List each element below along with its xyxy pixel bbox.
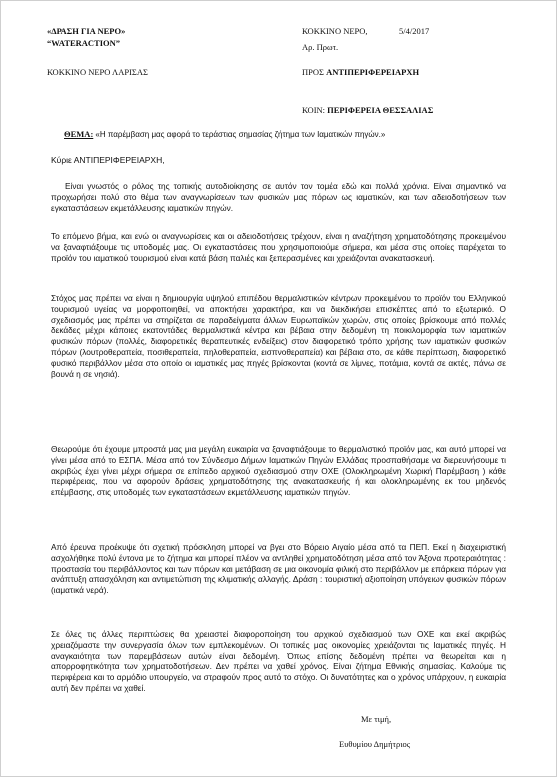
recipient-line [302, 67, 419, 77]
to-name: ΑΝΤΙΠΕΡΙΦΕΡΕΙΑΡΧΗ [326, 67, 420, 77]
closing: Με τιμή, [361, 714, 392, 724]
letter-date: 5/4/2017 [399, 26, 430, 36]
paragraph-1: Είναι γνωστός ο ρόλος της τοπικής αυτοδιοίκησης σε αυτόν τον τομέα εδώ και πολλά χρόνια. Είναι σημαντικό να προχωρήσει πολύ στο θέμα των αναγνωρίσεων των φυσικών μας πόρων ως ιαματικών, και των αδειοδοτήσεων των εγκαταστάσεων εκμετάλλευσης ιαματικών πηγών. [51, 181, 506, 213]
sender-location: ΚΟΚΚΙΝΟ ΝΕΡΟ ΛΑΡΙΣΑΣ [47, 67, 148, 77]
letter-place: ΚΟΚΚΙΝΟ ΝΕΡΟ, [302, 26, 368, 36]
paragraph-6: Σε όλες τις άλλες περιπτώσεις θα χρειαστεί διαφοροποίηση του αρχικού σχεδιασμού των ΟΧΕ και εκεί ακριβώς χρειαζόμαστε την συνεργασία όλων των εμπλεκομένων. Οι τοπικές μας οικονομίες χρειάζονται τις Ιαματικές πηγές. Η αναγκαιότητα των παρεμβάσεων αυτών είναι δεδομένη. Όπως επίσης δεδομένη πρέπει να θεωρείται και η απορροφητικότητα των χρηματοδοτήσεων. Δεν πρέπει να χαθεί χρόνος. Είναι ζήτημα Εθνικής σημασίας. Καλούμε τις περιφέρεια και το αρμόδιο υπουργείο, να στραφούν προς αυτό το στόχο. Οι δυνατότητες και ο χρόνος υπάρχουν, η ευκαιρία αυτή δεν πρέπει να χαθεί. [51, 629, 506, 693]
subject-line [64, 129, 385, 139]
cc-line [302, 105, 433, 115]
subject-text: «Η παρέμβαση μας αφορά το τεράστιας σημασίας ζήτημα των Ιαματικών πηγών.» [95, 130, 386, 139]
sender-org-name-en: “WATERACTION” [47, 38, 121, 48]
protocol-number-label: Αρ. Πρωτ. [302, 42, 339, 52]
cc-name: ΠΕΡΙΦΕΡΕΙΑ ΘΕΣΣΑΛΙΑΣ [327, 105, 434, 115]
greeting: Κύριε ΑΝΤΙΠΕΡΙΦΕΡΕΙΑΡΧΗ, [51, 155, 165, 165]
paragraph-3: Στόχος μας πρέπει να είναι η δημιουργία υψηλού επιπέδου θερμαλιστικών κέντρων προκειμένου το προϊόν του Ελληνικού τουρισμού υγείας να μορφοποιηθεί, να αποκτήσει χαρακτήρα, και να διεκδικήσει επισκέπτες από το εξωτερικό. Ο σχεδιασμός μας πρέπει να στηρίζεται σε παραδείγματα άλλων Ευρωπαϊκών χωρών, στις οποίες βρίσκουμε από πολλές δεκάδες μέχρι κάποιες εκατοντάδες θερμαλιστικά κέντρα και βέβαια στην δεδομένη τη ποικιλομορφία των ιαματικών φυσικών πόρων (πολλές, διαφορετικές θεραπευτικές ενδείξεις) στον διαφορετικό τρόπο χρήσης των ιαματικών φυσικών πόρων (λουτροθεραπεία, ποσιθεραπεία, πηλοθεραπεία, εισπνοθεραπεία) και βέβαια στο, σε κάθε περίπτωση, διαφορετικό φυσικό περιβάλλον μέσα στο οποίο οι ιαματικές μας πηγές βρίσκονται (κοντά σε λίμνες, ποτάμια, κοντά σε ακτές, πάνω σε βουνά η σε νησιά). [51, 293, 506, 379]
to-label: ΠΡΟΣ [302, 67, 324, 77]
signature-name: Ευθυμίου Δημήτριος [339, 739, 411, 749]
cc-label: ΚΟΙΝ: [302, 105, 326, 115]
paragraph-2: Το επόμενο βήμα, και ενώ οι αναγνωρίσεις και οι αδειοδοτήσεις τρέχουν, είναι η αναζήτηση χρηματοδότησης προκειμένου να ξαναφτιάξουμε τις υποδομές μας. Οι εγκαταστάσεις που χρησιμοποιούμε σήμερα, και μέσα στις οποίες παρέχεται το προϊόν του ιαματικού τουρισμού είναι κατά βάση παλιές και ξεπερασμένες και χρειάζονται ανακατασκευή. [51, 231, 506, 263]
sender-org-name: «ΔΡΑΣΗ ΓΙΑ ΝΕΡΟ» [47, 26, 126, 36]
subject-label: ΘΕΜΑ: [64, 129, 94, 139]
paragraph-4: Θεωρούμε ότι έχουμε μπροστά μας μια μεγάλη ευκαιρία να ξαναφτιάξουμε το θερμαλιστικό προϊόν μας, και αυτό μπορεί να γίνει μέσα από το ΕΣΠΑ. Μέσα από τον Σύνδεσμο Δήμων Ιαματικών Πηγών Ελλάδας προσπαθήσαμε να διερευνήσουμε τι ακριβώς έχει γίνει μέχρι σήμερα σε επίπεδο αρχικού σχεδιασμού στην ΟΧΕ (Ολοκληρωμένη Χωρική Παρέμβαση ) κάθε περιφέρειας, που να αφορούν δράσεις χρηματοδότησης της ανακατασκευής ή και ολοκληρωμένης εκ του μηδενός επέμβασης, στις υποδομές των εγκαταστάσεων εκμετάλλευσης ιαματικών πηγών. [51, 444, 506, 498]
paragraph-5: Από έρευνα προέκυψε ότι σχετική πρόσκληση μπορεί να βγει στο Βόρειο Αιγαίο μέσα από τα ΠΕΠ. Εκεί η διαχειριστική ασχολήθηκε πολύ έντονα με το ζήτημα και μπορεί πλέον να αντληθεί χρηματοδότηση μέσα από τον Άξονα προτεραιότητας : προστασία του περιβάλλοντος και των πόρων και μετάβαση σε μια οικονομία φιλική στο περιβάλλον με επάρκεια πόρων για ανάπτυξη απασχόληση και αντιμετώπιση της κλιματικής αλλαγής. Δράση : τουριστική αξιοποίηση υπόγειων φυσικών πόρων (ιαματικά νερά). [51, 542, 506, 596]
